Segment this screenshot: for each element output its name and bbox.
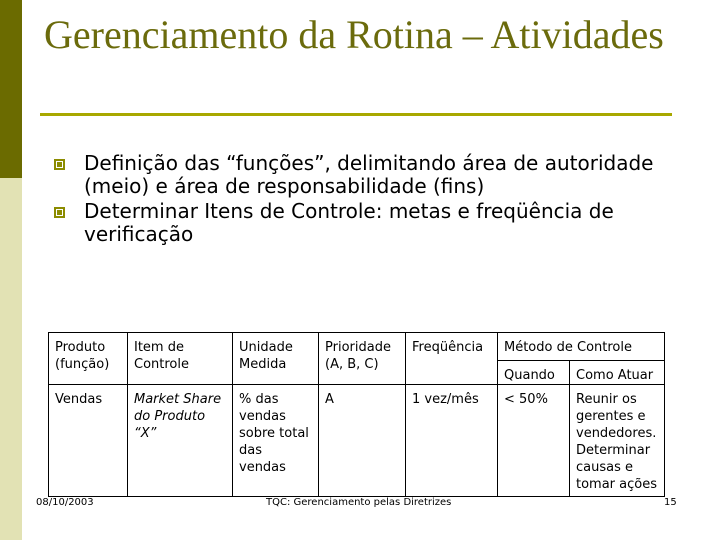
bullet-list — [50, 152, 690, 248]
header-prioridade: Prioridade (A, B, C) — [319, 333, 406, 385]
cell-unidade: % das vendas sobre total das vendas — [233, 385, 319, 497]
table-row — [49, 385, 665, 497]
bullet-square-icon — [54, 207, 65, 218]
header-quando: Quando — [498, 361, 570, 385]
footer-date: 08/10/2003 — [36, 497, 94, 508]
bullet-square-icon — [54, 159, 65, 170]
slide-title: Gerenciamento da Rotina – Atividades — [44, 12, 664, 57]
control-items-table — [48, 332, 665, 497]
header-item: Item de Controle — [128, 333, 233, 385]
left-decor-bar — [0, 0, 22, 540]
header-metodo: Método de Controle — [498, 333, 665, 361]
header-unidade: Unidade Medida — [233, 333, 319, 385]
cell-produto: Vendas — [49, 385, 128, 497]
left-decor-bar-light — [0, 178, 22, 540]
bullet-text: Definição das “funções”, delimitando área de autoridade (meio) e área de responsabilidade (fins) — [84, 151, 654, 198]
page-number: 15 — [664, 497, 677, 508]
header-como: Como Atuar — [570, 361, 665, 385]
cell-quando: < 50% — [498, 385, 570, 497]
header-frequencia: Freqüência — [406, 333, 498, 385]
bullet-item — [50, 152, 690, 198]
cell-como: Reunir os gerentes e vendedores. Determinar causas e tomar ações — [570, 385, 665, 497]
title-rule — [40, 113, 672, 116]
bullet-text: Determinar Itens de Controle: metas e freqüência de verificação — [84, 199, 614, 246]
table-header-row — [49, 333, 665, 361]
header-produto: Produto (função) — [49, 333, 128, 385]
footer-title: TQC: Gerenciamento pelas Diretrizes — [266, 497, 452, 508]
cell-frequencia: 1 vez/mês — [406, 385, 498, 497]
left-decor-bar-dark — [0, 0, 22, 178]
cell-prioridade: A — [319, 385, 406, 497]
bullet-item — [50, 200, 690, 246]
cell-item: Market Share do Produto “X” — [128, 385, 233, 497]
